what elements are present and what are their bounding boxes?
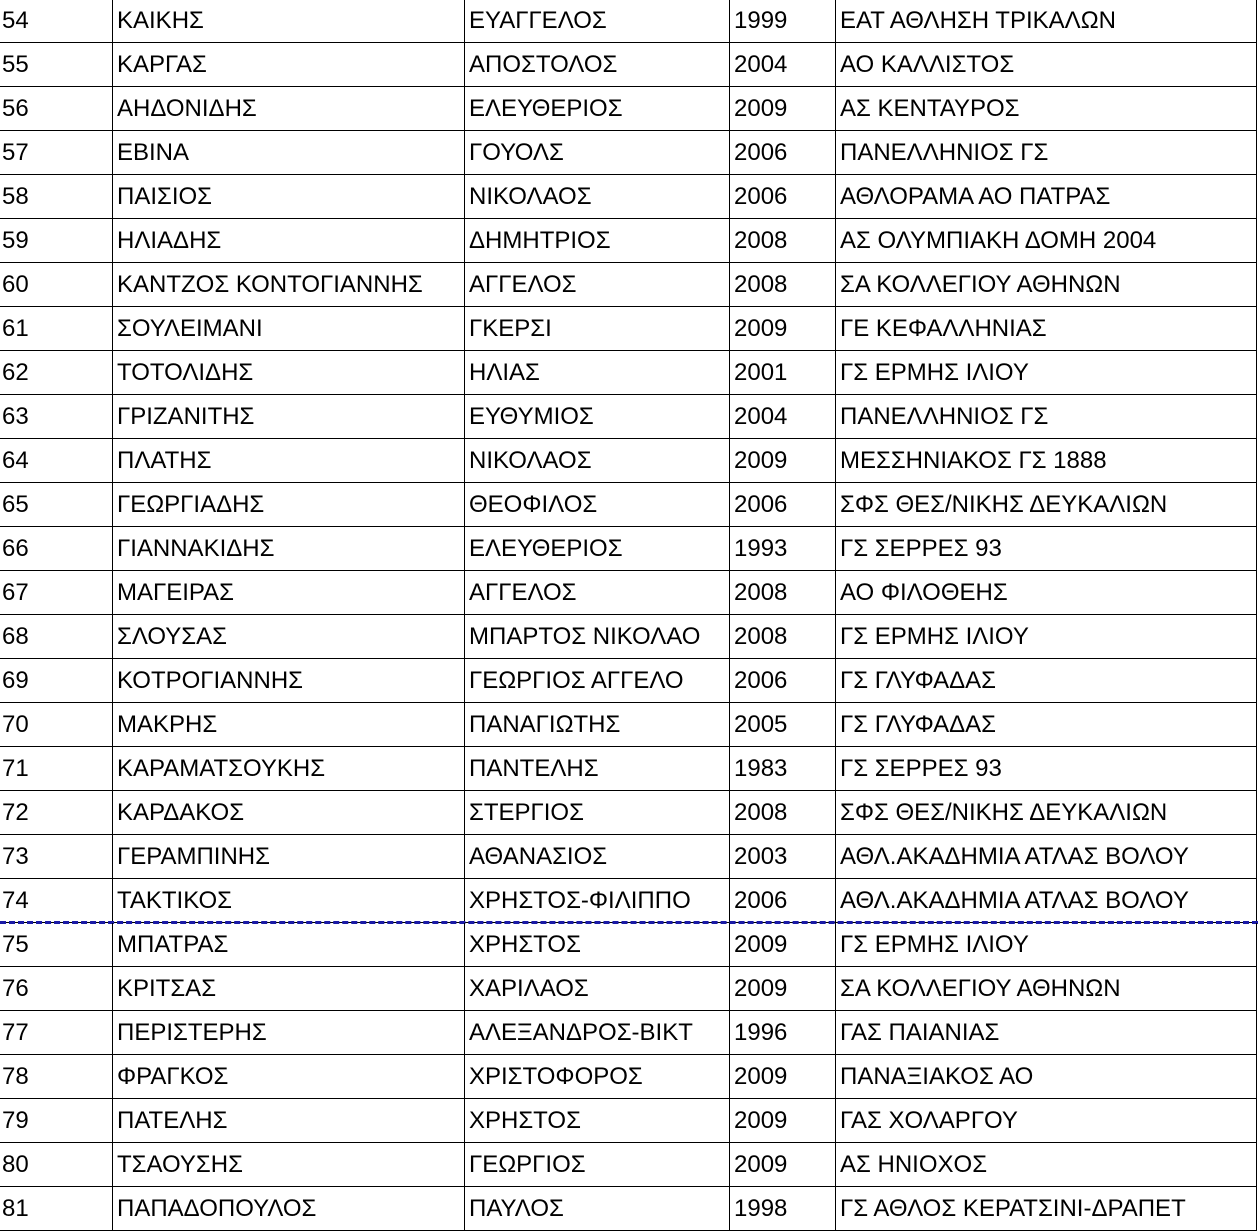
cell-surname[interactable]: ΚΡΙΤΣΑΣ [113,967,465,1011]
cell-number[interactable]: 78 [0,1055,113,1099]
table-row [0,879,1258,923]
cell-number[interactable]: 67 [0,571,113,615]
cell-first-name[interactable]: ΜΠΑΡΤΟΣ ΝΙΚΟΛΑΟ [465,615,730,659]
cell-number[interactable]: 80 [0,1143,113,1187]
cell-birth-year[interactable]: 2008 [730,219,836,263]
cell-number[interactable]: 61 [0,307,113,351]
cell-surname[interactable]: ΚΑΙΚΗΣ [113,0,465,43]
cell-birth-year[interactable]: 2009 [730,87,836,131]
cell-number[interactable]: 60 [0,263,113,307]
cell-club[interactable]: ΓΣ ΓΛΥΦΑΔΑΣ [836,659,1257,703]
cell-surname[interactable]: ΜΠΑΤΡΑΣ [113,923,465,967]
cell-club[interactable]: ΓΣ ΕΡΜΗΣ ΙΛΙΟΥ [836,615,1257,659]
cell-surname[interactable]: ΓΕΡΑΜΠΙΝΗΣ [113,835,465,879]
cell-club[interactable]: ΣΑ ΚΟΛΛΕΓΙΟΥ ΑΘΗΝΩΝ [836,263,1257,307]
table-row [0,483,1258,527]
cell-club[interactable]: ΑΣ ΗΝΙΟΧΟΣ [836,1143,1257,1187]
cell-first-name[interactable]: ΧΡΗΣΤΟΣ [465,923,730,967]
cell-number[interactable]: 56 [0,87,113,131]
cell-surname[interactable]: ΣΛΟΥΣΑΣ [113,615,465,659]
table-row [0,439,1258,483]
cell-surname[interactable]: ΜΑΚΡΗΣ [113,703,465,747]
table-row [0,703,1258,747]
cell-birth-year[interactable]: 2005 [730,703,836,747]
cell-first-name[interactable]: ΑΓΓΕΛΟΣ [465,571,730,615]
cell-surname[interactable]: ΚΑΡΓΑΣ [113,43,465,87]
cell-number[interactable]: 77 [0,1011,113,1055]
cell-birth-year[interactable]: 2009 [730,923,836,967]
cell-club[interactable]: ΓΕ ΚΕΦΑΛΛΗΝΙΑΣ [836,307,1257,351]
cell-club[interactable]: ΓΣ ΕΡΜΗΣ ΙΛΙΟΥ [836,351,1257,395]
cell-birth-year[interactable]: 2003 [730,835,836,879]
cell-first-name[interactable]: ΧΡΗΣΤΟΣ [465,1099,730,1143]
cell-birth-year[interactable]: 2009 [730,307,836,351]
cell-first-name[interactable]: ΧΑΡΙΛΑΟΣ [465,967,730,1011]
cell-number[interactable]: 57 [0,131,113,175]
cell-surname[interactable]: ΗΛΙΑΔΗΣ [113,219,465,263]
cell-first-name[interactable]: ΝΙΚΟΛΑΟΣ [465,439,730,483]
cell-birth-year[interactable]: 2008 [730,263,836,307]
cell-birth-year[interactable]: 2008 [730,791,836,835]
cell-first-name[interactable]: ΧΡΗΣΤΟΣ-ΦΙΛΙΠΠΟ [465,879,730,923]
cell-birth-year[interactable]: 2004 [730,43,836,87]
table-row [0,527,1258,571]
cell-club[interactable]: ΣΦΣ ΘΕΣ/ΝΙΚΗΣ ΔΕΥΚΑΛΙΩΝ [836,791,1257,835]
cell-club[interactable]: ΠΑΝΕΛΛΗΝΙΟΣ ΓΣ [836,395,1257,439]
table-row [0,1011,1258,1055]
cell-surname[interactable]: ΠΕΡΙΣΤΕΡΗΣ [113,1011,465,1055]
cell-surname[interactable]: ΓΙΑΝΝΑΚΙΔΗΣ [113,527,465,571]
cell-surname[interactable]: ΤΑΚΤΙΚΟΣ [113,879,465,923]
cell-birth-year[interactable]: 2009 [730,967,836,1011]
cell-number[interactable]: 75 [0,923,113,967]
cell-club[interactable]: ΓΑΣ ΠΑΙΑΝΙΑΣ [836,1011,1257,1055]
cell-first-name[interactable]: ΓΟΥΟΛΣ [465,131,730,175]
cell-first-name[interactable]: ΓΕΩΡΓΙΟΣ ΑΓΓΕΛΟ [465,659,730,703]
cell-surname[interactable]: ΤΣΑΟΥΣΗΣ [113,1143,465,1187]
cell-surname[interactable]: ΤΟΤΟΛΙΔΗΣ [113,351,465,395]
table-row [0,351,1258,395]
cell-birth-year[interactable]: 2009 [730,1143,836,1187]
cell-club[interactable]: ΣΦΣ ΘΕΣ/ΝΙΚΗΣ ΔΕΥΚΑΛΙΩΝ [836,483,1257,527]
cell-birth-year[interactable]: 2001 [730,351,836,395]
cell-number[interactable]: 72 [0,791,113,835]
table-row [0,791,1258,835]
cell-number[interactable]: 73 [0,835,113,879]
cell-club[interactable]: ΑΟ ΦΙΛΟΘΕΗΣ [836,571,1257,615]
cell-surname[interactable]: ΠΛΑΤΗΣ [113,439,465,483]
table-row [0,395,1258,439]
cell-first-name[interactable]: ΠΑΝΑΓΙΩΤΗΣ [465,703,730,747]
table-row [0,967,1258,1011]
cell-surname[interactable]: ΚΑΡΑΜΑΤΣΟΥΚΗΣ [113,747,465,791]
cell-first-name[interactable]: ΕΥΘΥΜΙΟΣ [465,395,730,439]
table-row [0,43,1258,87]
cell-club[interactable]: ΑΣ ΚΕΝΤΑΥΡΟΣ [836,87,1257,131]
cell-birth-year[interactable]: 2006 [730,483,836,527]
cell-first-name[interactable]: ΧΡΙΣΤΟΦΟΡΟΣ [465,1055,730,1099]
cell-surname[interactable]: ΠΑΤΕΛΗΣ [113,1099,465,1143]
cell-birth-year[interactable]: 2008 [730,571,836,615]
cell-birth-year[interactable]: 2009 [730,1055,836,1099]
table-row [0,923,1258,967]
cell-first-name[interactable]: ΠΑΥΛΟΣ [465,1187,730,1231]
cell-number[interactable]: 76 [0,967,113,1011]
cell-surname[interactable]: ΠΑΙΣΙΟΣ [113,175,465,219]
cell-number[interactable]: 64 [0,439,113,483]
cell-club[interactable]: ΠΑΝΕΛΛΗΝΙΟΣ ΓΣ [836,131,1257,175]
cell-club[interactable]: ΜΕΣΣΗΝΙΑΚΟΣ ΓΣ 1888 [836,439,1257,483]
cell-surname[interactable]: ΓΡΙΖΑΝΙΤΗΣ [113,395,465,439]
table-row [0,0,1258,43]
table-row [0,175,1258,219]
cell-first-name[interactable]: ΑΛΕΞΑΝΔΡΟΣ-ΒΙΚΤ [465,1011,730,1055]
cell-birth-year[interactable]: 1999 [730,0,836,43]
cell-surname[interactable]: ΚΑΡΔΑΚΟΣ [113,791,465,835]
cell-first-name[interactable]: ΓΚΕΡΣΙ [465,307,730,351]
cell-birth-year[interactable]: 2008 [730,615,836,659]
table-row [0,219,1258,263]
cell-club[interactable]: ΓΣ ΣΕΡΡΕΣ 93 [836,527,1257,571]
cell-first-name[interactable]: ΘΕΟΦΙΛΟΣ [465,483,730,527]
table-row [0,1143,1258,1187]
cell-number[interactable]: 62 [0,351,113,395]
table-row [0,131,1258,175]
cell-first-name[interactable]: ΕΛΕΥΘΕΡΙΟΣ [465,87,730,131]
cell-club[interactable]: ΑΘΛΟΡΑΜΑ ΑΟ ΠΑΤΡΑΣ [836,175,1257,219]
cell-first-name[interactable]: ΕΛΕΥΘΕΡΙΟΣ [465,527,730,571]
cell-number[interactable]: 71 [0,747,113,791]
table-row [0,835,1258,879]
cell-surname[interactable]: ΕΒΙΝΑ [113,131,465,175]
cell-surname[interactable]: ΠΑΠΑΔΟΠΟΥΛΟΣ [113,1187,465,1231]
cell-birth-year[interactable]: 2009 [730,439,836,483]
cell-birth-year[interactable]: 2004 [730,395,836,439]
cell-number[interactable]: 66 [0,527,113,571]
cell-surname[interactable]: ΚΟΤΡΟΓΙΑΝΝΗΣ [113,659,465,703]
cell-birth-year[interactable]: 2009 [730,1099,836,1143]
cell-surname[interactable]: ΣΟΥΛΕΙΜΑΝΙ [113,307,465,351]
cell-birth-year[interactable]: 2006 [730,131,836,175]
table-row [0,615,1258,659]
cell-first-name[interactable]: ΕΥΑΓΓΕΛΟΣ [465,0,730,43]
cell-surname[interactable]: ΚΑΝΤΖΟΣ ΚΟΝΤΟΓΙΑΝΝΗΣ [113,263,465,307]
cell-club[interactable]: ΓΑΣ ΧΟΛΑΡΓΟΥ [836,1099,1257,1143]
cell-first-name[interactable]: ΑΓΓΕΛΟΣ [465,263,730,307]
cell-birth-year[interactable]: 1996 [730,1011,836,1055]
cell-first-name[interactable]: ΑΠΟΣΤΟΛΟΣ [465,43,730,87]
cell-club[interactable]: ΑΟ ΚΑΛΛΙΣΤΟΣ [836,43,1257,87]
cell-birth-year[interactable]: 2006 [730,175,836,219]
cell-number[interactable]: 79 [0,1099,113,1143]
cell-number[interactable]: 55 [0,43,113,87]
table-row [0,571,1258,615]
cell-first-name[interactable]: ΠΑΝΤΕΛΗΣ [465,747,730,791]
cell-surname[interactable]: ΦΡΑΓΚΟΣ [113,1055,465,1099]
table-row [0,1055,1258,1099]
cell-club[interactable]: ΑΘΛ.ΑΚΑΔΗΜΙΑ ΑΤΛΑΣ ΒΟΛΟΥ [836,879,1257,923]
table-row [0,307,1258,351]
cell-club[interactable]: ΠΑΝΑΞΙΑΚΟΣ ΑΟ [836,1055,1257,1099]
cell-club[interactable]: ΑΘΛ.ΑΚΑΔΗΜΙΑ ΑΤΛΑΣ ΒΟΛΟΥ [836,835,1257,879]
cell-birth-year[interactable]: 2006 [730,659,836,703]
table-row [0,1099,1258,1143]
cell-number[interactable]: 59 [0,219,113,263]
cell-club[interactable]: ΓΣ ΑΘΛΟΣ ΚΕΡΑΤΣΙΝΙ-ΔΡΑΠΕΤ [836,1187,1257,1231]
cell-surname[interactable]: ΑΗΔΟΝΙΔΗΣ [113,87,465,131]
cell-first-name[interactable]: ΓΕΩΡΓΙΟΣ [465,1143,730,1187]
table-row [0,747,1258,791]
cell-number[interactable]: 70 [0,703,113,747]
cell-first-name[interactable]: ΣΤΕΡΓΙΟΣ [465,791,730,835]
cell-number[interactable]: 69 [0,659,113,703]
cell-club[interactable]: ΑΣ ΟΛΥΜΠΙΑΚΗ ΔΟΜΗ 2004 [836,219,1257,263]
cell-number[interactable]: 68 [0,615,113,659]
cell-number[interactable]: 74 [0,879,113,923]
cell-club[interactable]: ΓΣ ΣΕΡΡΕΣ 93 [836,747,1257,791]
cell-number[interactable]: 63 [0,395,113,439]
cell-birth-year[interactable]: 2006 [730,879,836,923]
cell-club[interactable]: ΓΣ ΕΡΜΗΣ ΙΛΙΟΥ [836,923,1257,967]
table-row [0,659,1258,703]
cell-number[interactable]: 54 [0,0,113,43]
cell-number[interactable]: 58 [0,175,113,219]
cell-number[interactable]: 65 [0,483,113,527]
table-row [0,263,1258,307]
cell-birth-year[interactable]: 1993 [730,527,836,571]
cell-club[interactable]: ΣΑ ΚΟΛΛΕΓΙΟΥ ΑΘΗΝΩΝ [836,967,1257,1011]
cell-first-name[interactable]: ΑΘΑΝΑΣΙΟΣ [465,835,730,879]
cell-birth-year[interactable]: 1998 [730,1187,836,1231]
cell-surname[interactable]: ΓΕΩΡΓΙΑΔΗΣ [113,483,465,527]
cell-birth-year[interactable]: 1983 [730,747,836,791]
table-row [0,87,1258,131]
cell-first-name[interactable]: ΝΙΚΟΛΑΟΣ [465,175,730,219]
cell-surname[interactable]: ΜΑΓΕΙΡΑΣ [113,571,465,615]
cell-first-name[interactable]: ΔΗΜΗΤΡΙΟΣ [465,219,730,263]
cell-first-name[interactable]: ΗΛΙΑΣ [465,351,730,395]
table-row [0,1187,1258,1231]
cell-club[interactable]: ΓΣ ΓΛΥΦΑΔΑΣ [836,703,1257,747]
cell-club[interactable]: ΕΑΤ ΑΘΛΗΣΗ ΤΡΙΚΑΛΩΝ [836,0,1257,43]
cell-number[interactable]: 81 [0,1187,113,1231]
